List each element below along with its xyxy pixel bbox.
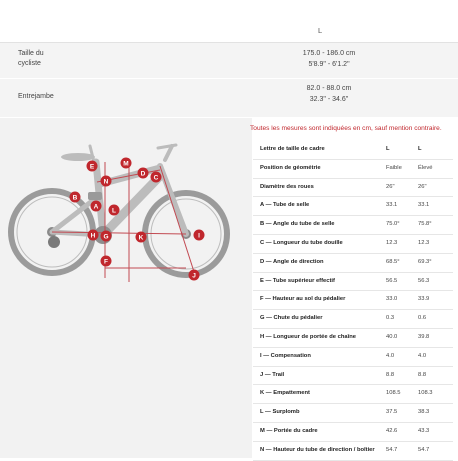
row-value-1: 108.5 [386,390,401,397]
table-row [253,310,453,329]
table-row [253,423,453,442]
row-value-1: 68.5° [386,258,400,265]
geometry-header-row [253,141,453,160]
row-label: K — Empattement [260,390,310,397]
table-row [253,254,453,273]
label-line: cycliste [18,59,41,67]
row-value-2: 4.0 [418,352,427,359]
rider-height-label [18,49,44,68]
inseam-row [0,78,458,117]
marker-d [138,168,149,179]
value-line: 32.3" - 34.6" [309,95,349,103]
marker-n-label: N [103,178,109,186]
header-label: Lettre de taille de cadre [260,146,325,152]
marker-a [91,201,102,212]
table-row [253,273,453,292]
table-row [253,291,453,310]
label-line: Taille du [18,50,44,57]
rider-size-table [0,0,458,118]
row-label: Position de géométrie [260,164,321,171]
row-value-2: 38.3 [418,409,430,416]
marker-h-label: H [90,232,96,240]
row-value-1: 33.0 [386,296,398,303]
row-label: Diamètre des roues [260,183,314,190]
inseam-value [250,84,408,105]
marker-m [121,158,132,169]
table-row [253,216,453,235]
row-value-2: 75.8° [418,221,432,228]
row-label: A — Tube de selle [260,202,310,209]
row-value-2: 33.9 [418,296,430,303]
marker-l-label: L [112,207,116,215]
table-row [253,197,453,216]
marker-l [109,205,120,216]
row-label: E — Tube supérieur effectif [260,277,335,284]
marker-e-label: E [89,163,95,171]
row-value-1: 33.1 [386,202,398,209]
marker-m-label: M [123,160,129,168]
marker-e [87,161,98,172]
marker-i-label: I [198,232,200,240]
row-value-1: 26" [386,183,395,190]
row-value-2: 0.6 [418,315,427,322]
marker-g-label: G [103,233,109,241]
row-value-1: 56.5 [386,277,398,284]
row-label: N — Hauteur du tube de direction / boîtier [260,446,375,453]
table-row [253,235,453,254]
marker-c-label: C [153,174,159,182]
row-value-2: 12.3 [418,239,430,246]
row-label: F — Hauteur au sol du pédalier [260,296,346,303]
row-value-1: 8.8 [386,371,395,378]
row-label: D — Angle de direction [260,258,324,265]
row-label: I — Compensation [260,352,311,359]
units-note: Toutes les mesures sont indiquées en cm, sauf mention contraire. [250,125,442,132]
table-row [253,367,453,386]
marker-layer [0,118,252,458]
row-value-2: 108.3 [418,390,433,397]
marker-f-label: F [104,258,108,266]
table-row [253,160,453,179]
row-value-2: 33.1 [418,202,430,209]
row-label: L — Surplomb [260,409,300,416]
marker-h [88,230,99,241]
row-label: H — Longueur de portée de chaîne [260,333,356,340]
row-label: G — Chute du pédalier [260,315,323,322]
row-value-2: 43.3 [418,427,430,434]
marker-i [194,230,205,241]
marker-k [136,232,147,243]
row-label: M — Portée du cadre [260,427,318,434]
marker-c [151,172,162,183]
size-table-header [0,22,458,42]
table-row [253,404,453,423]
header-col-2: L [418,146,422,152]
table-row [253,329,453,348]
row-value-1: Faible [386,164,402,171]
table-row [253,385,453,404]
row-value-2: 8.8 [418,371,427,378]
row-value-2: 39.8 [418,333,430,340]
marker-g [101,231,112,242]
table-row [253,348,453,367]
row-value-2: 54.7 [418,446,430,453]
marker-b [70,192,81,203]
marker-b-label: B [72,194,78,202]
value-line: 82.0 - 88.0 cm [306,85,352,92]
header-col-1: L [386,146,390,152]
row-value-2: 56.3 [418,277,430,284]
row-value-2: Élevé [418,164,433,171]
row-value-1: 54.7 [386,446,398,453]
size-column-header: L [318,26,323,35]
marker-j-label: J [192,272,196,280]
marker-k-label: K [138,234,144,242]
row-label: C — Longueur du tube douille [260,239,343,246]
marker-j [189,270,200,281]
table-row [253,179,453,198]
geometry-table [253,141,453,461]
row-value-1: 75.0° [386,221,400,228]
row-value-1: 42.6 [386,427,398,434]
row-value-1: 40.0 [386,333,398,340]
marker-n [101,176,112,187]
bike-geometry-diagram [0,118,252,458]
inseam-label: Entrejambe [18,93,54,100]
marker-f [101,256,112,267]
row-label: J — Trail [260,371,285,378]
row-value-1: 12.3 [386,239,398,246]
row-value-1: 0.3 [386,315,395,322]
rider-height-row [0,42,458,79]
value-line: 175.0 - 186.0 cm [302,50,356,57]
marker-a-label: A [93,203,99,211]
rider-height-value [250,49,408,70]
row-label: B — Angle du tube de selle [260,221,335,228]
value-line: 5'8.9" - 6'1.2" [308,60,350,68]
row-value-2: 26" [418,183,427,190]
row-value-1: 37.5 [386,409,398,416]
row-value-1: 4.0 [386,352,395,359]
row-value-2: 69.3° [418,258,432,265]
marker-d-label: D [140,170,146,178]
